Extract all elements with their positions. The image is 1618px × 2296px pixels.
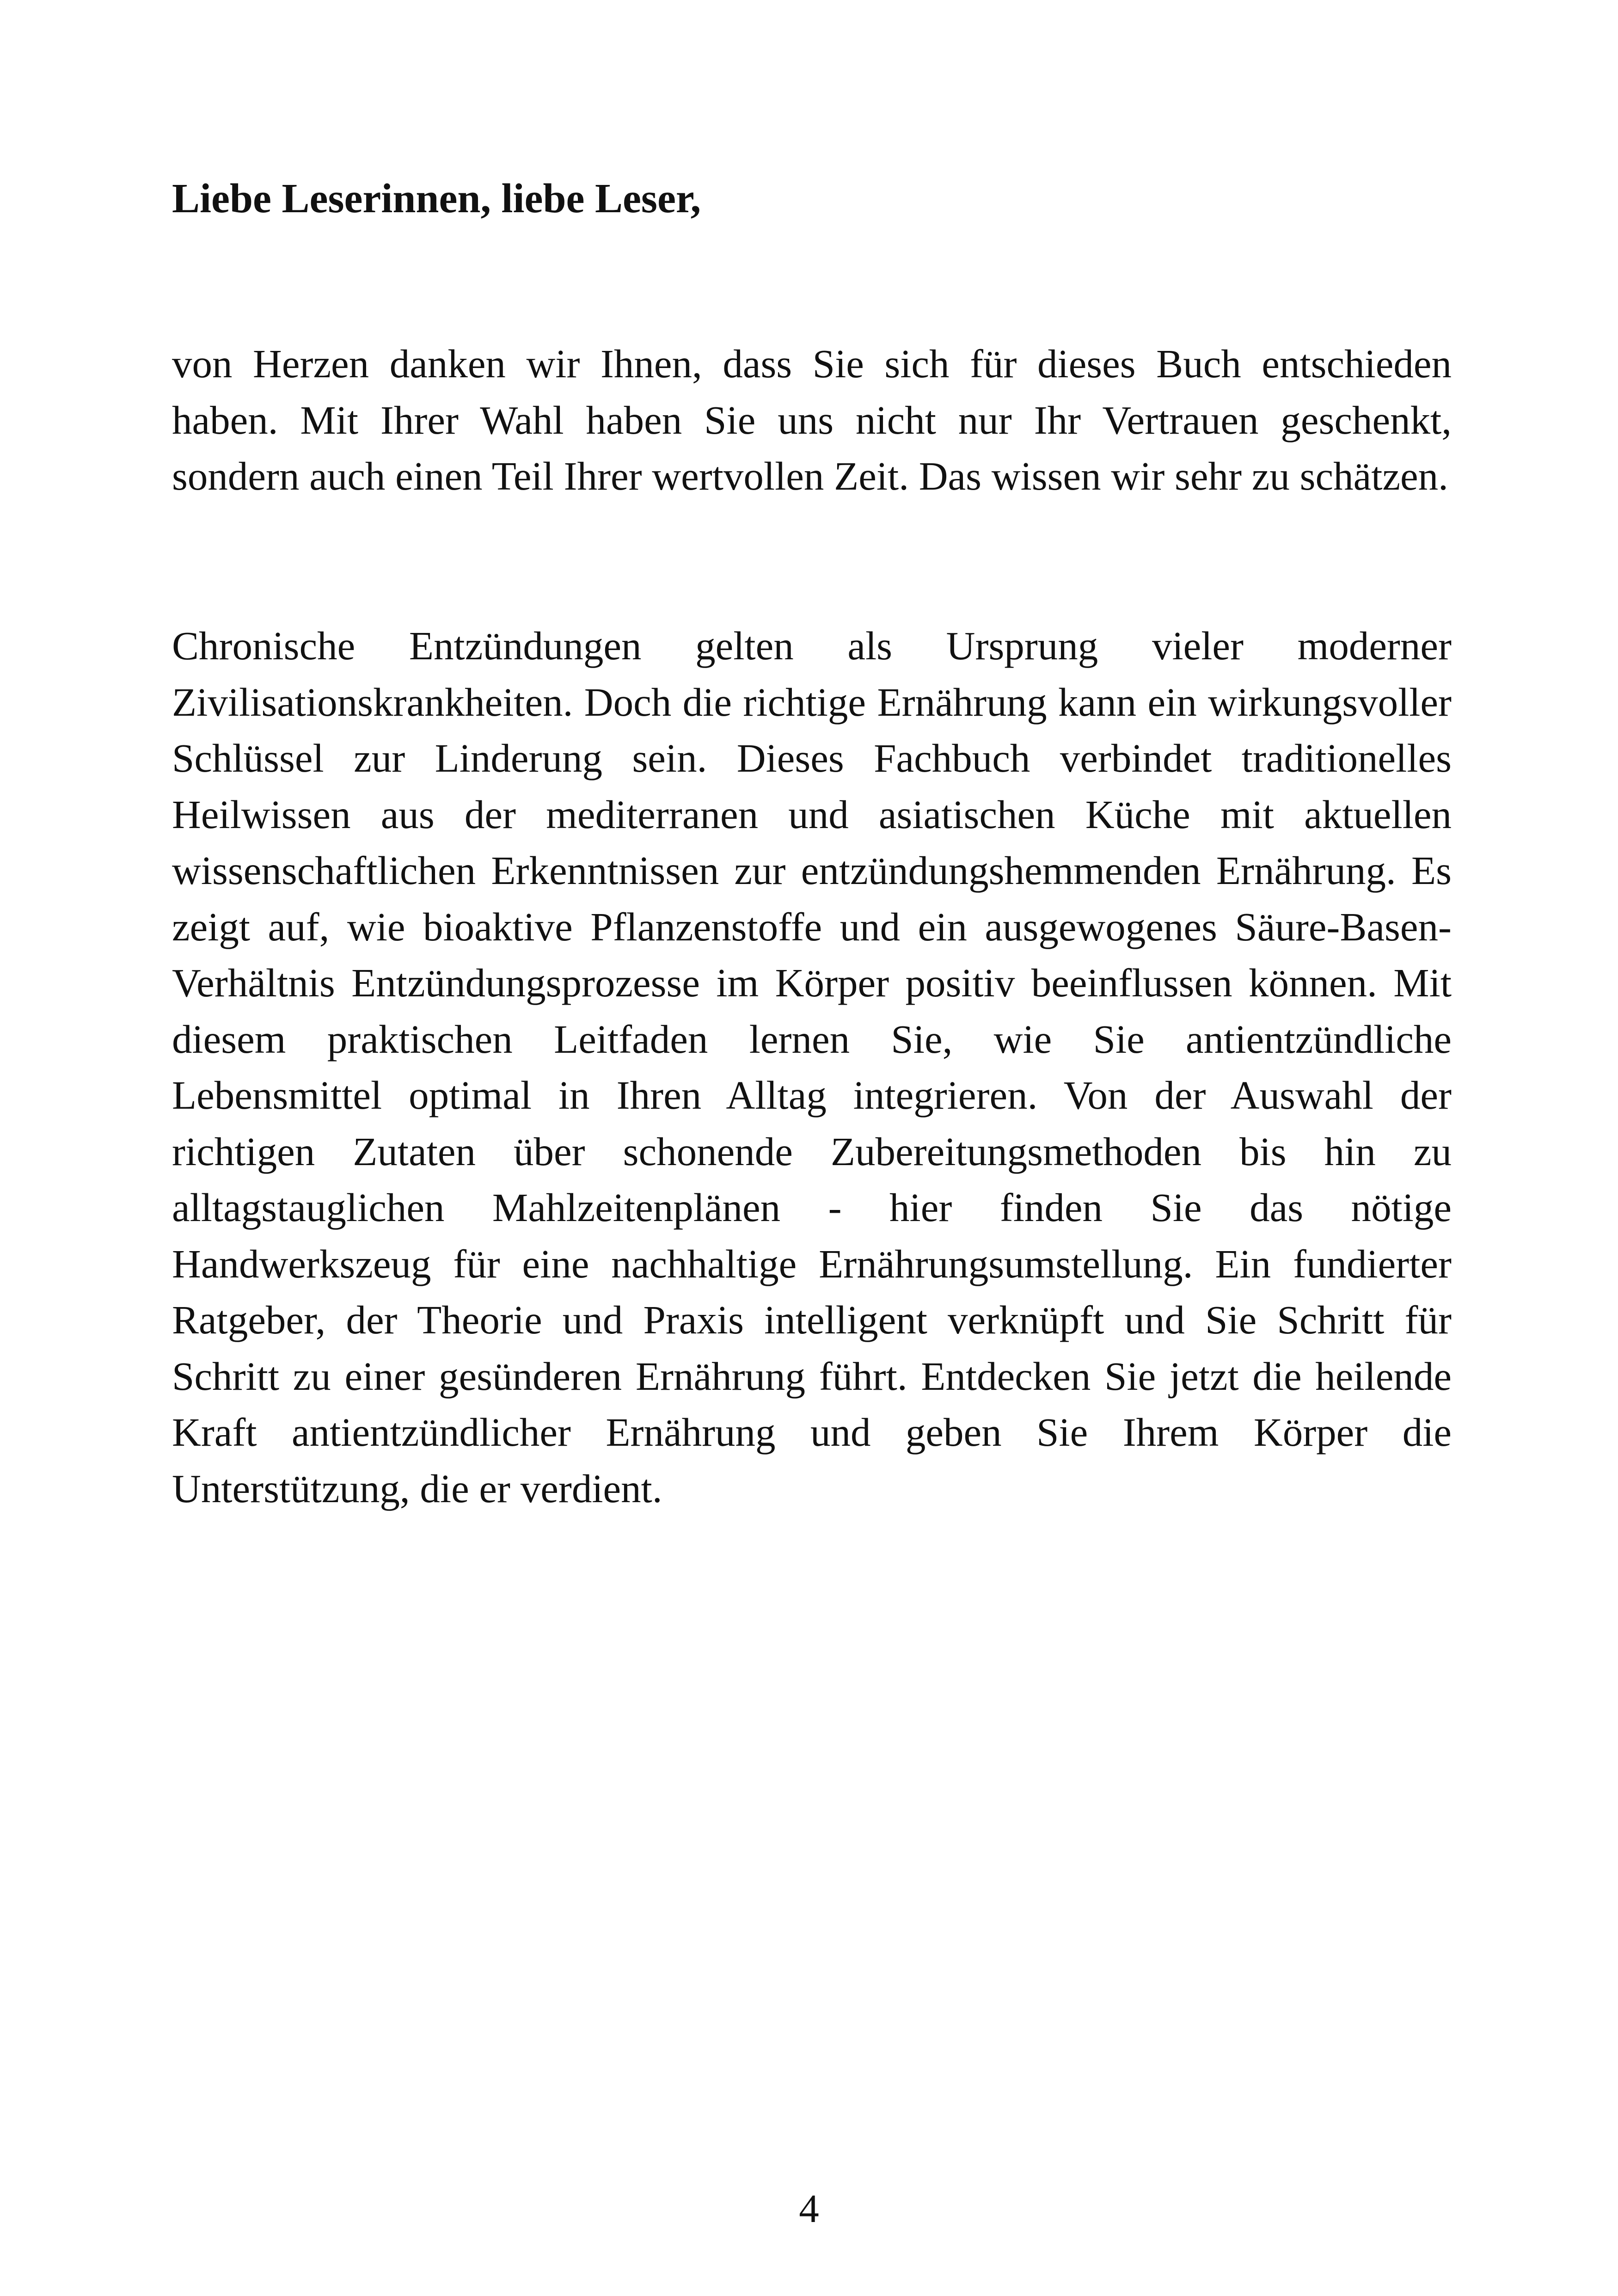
paragraph-book-description: Chronische Entzündungen gelten als Ursprung vieler moderner Zivilisationskrankheiten. Doch die richtige Ernährung kann ein wirkungsvoller Schlüssel zur Linderung sein. Dieses Fachbuch verbindet traditionelles Heilwissen aus der mediterranen und asiatischen Küche mit aktuellen wissenschaftlichen Erkenntnissen zur entzündungshemmenden Ernährung. Es zeigt auf, wie bioaktive Pflanzenstoffe und ein ausgewogenes Säure-Basen-Verhältnis Entzündungsprozesse im Körper positiv beeinflussen können. Mit diesem praktischen Leitfaden lernen Sie, wie Sie antientzündliche Lebensmittel optimal in Ihren Alltag integrieren. Von der Auswahl der richtigen Zutaten über schonende Zubereitungsmethoden bis hin zu alltagstauglichen Mahlzeitenplänen - hier finden Sie das nötige Handwerkszeug für eine nachhaltige Ernährungsumstellung. Ein fundierter Ratgeber, der Theorie und Praxis intelligent verknüpft und Sie Schritt für Schritt zu einer gesünderen Ernährung führt. Entdecken Sie jetzt die heilende Kraft antientzündlicher Ernährung und geben Sie Ihrem Körper die Unterstützung, die er verdient. [172, 623, 1452, 1511]
page-number: 4 [799, 2186, 819, 2231]
paragraph-thanks: von Herzen danken wir Ihnen, dass Sie sich für dieses Buch entschieden haben. Mit Ihrer Wahl haben Sie uns nicht nur Ihr Vertrauen geschenkt, sondern auch einen Teil Ihrer wertvollen Zeit. Das wissen wir sehr zu schätzen. [172, 341, 1452, 498]
salutation-heading: Liebe Leserinnen, liebe Leser, [172, 176, 701, 221]
